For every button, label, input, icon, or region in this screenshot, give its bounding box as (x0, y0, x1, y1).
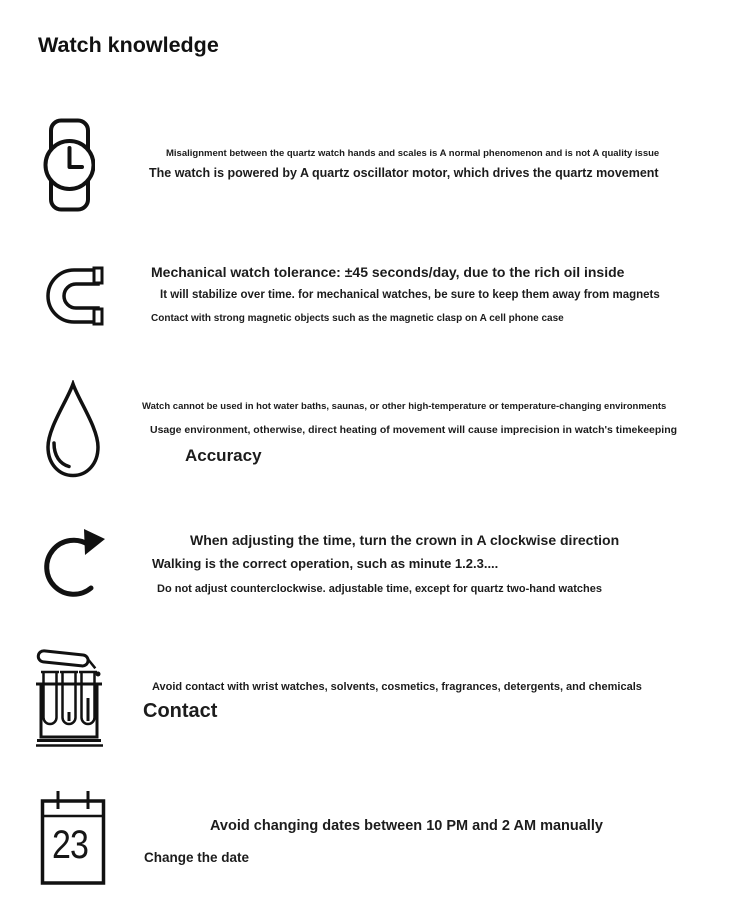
crown-sub-line: Walking is the correct operation, such as minute 1.2.3.... (152, 556, 499, 571)
water-drop-icon (42, 380, 104, 480)
quartz-note-line: Misalignment between the quartz watch hands and scales is A normal phenomenon and is not A quality issue (166, 148, 660, 159)
test-tubes-icon (36, 648, 112, 748)
chemical-note-line: Avoid contact with wrist watches, solvents, cosmetics, fragrances, detergents, and chemicals (152, 681, 642, 693)
magnet-main-line: Mechanical watch tolerance: ±45 seconds/day, due to the rich oil inside (151, 264, 625, 280)
accuracy-heading: Accuracy (185, 446, 262, 465)
magnet-note-line: Contact with strong magnetic objects such as the magnetic clasp on A cell phone case (151, 313, 564, 324)
calendar-day-number: 23 (52, 823, 89, 867)
magnet-sub-line: It will stabilize over time. for mechanical watches, be sure to keep them away from magnets (160, 289, 660, 301)
magnet-icon (40, 266, 106, 326)
temperature-note-line: Watch cannot be used in hot water baths, saunas, or other high-temperature or temperature-changing environments (142, 401, 667, 412)
temperature-sub-line: Usage environment, otherwise, direct heating of movement will cause imprecision in watch's timekeeping (150, 424, 678, 436)
date-main-line: Avoid changing dates between 10 PM and 2 AM manually (210, 818, 603, 834)
date-sub-line: Change the date (144, 850, 250, 865)
crown-main-line: When adjusting the time, turn the crown in A clockwise direction (190, 532, 620, 548)
crown-note-line: Do not adjust counterclockwise. adjustable time, except for quartz two-hand watches (157, 583, 602, 595)
clockwise-rotation-icon (41, 524, 105, 602)
contact-heading: Contact (143, 700, 218, 722)
wristwatch-icon (43, 118, 95, 212)
quartz-main-line: The watch is powered by A quartz oscillator motor, which drives the quartz movement (149, 166, 659, 180)
page-title: Watch knowledge (38, 33, 219, 57)
